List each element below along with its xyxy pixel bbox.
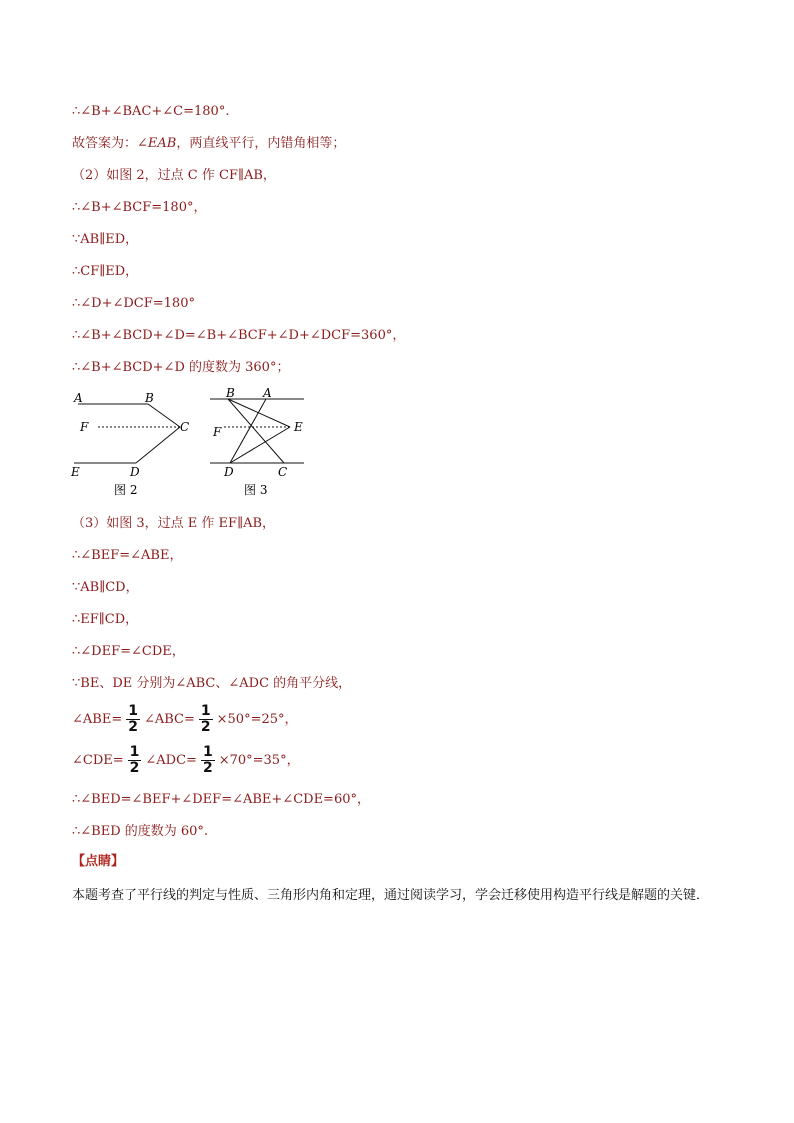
solution-line: ∴EF∥CD，	[72, 612, 139, 627]
fig3-label-c: C	[278, 465, 288, 479]
answer-prefix: 故答案为：	[72, 136, 138, 151]
solution-line: ∴∠BED 的度数为 60°.	[72, 824, 209, 839]
fig2-label-d: D	[130, 465, 140, 479]
fraction	[199, 704, 213, 735]
fraction-numerator: 1	[200, 703, 211, 719]
fig2-caption: 图 2	[114, 483, 138, 497]
fraction-middle: ∠ADC=	[145, 753, 197, 768]
fraction-prefix: ∠CDE=	[72, 753, 124, 768]
solution-line: ∵AB∥ED，	[72, 232, 139, 247]
fraction-numerator: 1	[129, 744, 140, 760]
answer-suffix: ，两直线平行，内错角相等；	[176, 136, 346, 151]
tip-heading-text: 【点睛】	[72, 854, 125, 869]
fig3-label-f: F	[213, 425, 222, 439]
fig2-label-b: B	[145, 391, 154, 405]
solution-line: ∴∠D+∠DCF=180°	[72, 296, 195, 311]
fig3-label-d: D	[224, 465, 234, 479]
fraction	[128, 745, 142, 776]
solution-line: ∴∠BED=∠BEF+∠DEF=∠ABE+∠CDE=60°，	[72, 792, 370, 807]
tip-heading	[72, 853, 124, 871]
solution-line: ∴CF∥ED，	[72, 264, 139, 279]
fraction-prefix: ∠ABE=	[72, 712, 123, 727]
fig2-label-a: A	[74, 391, 83, 405]
fig3-label-b: B	[226, 388, 235, 400]
fig3-caption: 图 3	[244, 483, 268, 497]
fig2-label-f: F	[80, 420, 89, 434]
summary-paragraph: 本题考查了平行线的判定与性质、三角形内角和定理，通过阅读学习，学会迁移使用构造平行线是解题的关键．	[72, 888, 710, 903]
fraction-numerator: 1	[202, 744, 213, 760]
fraction	[126, 704, 140, 735]
fraction-line-cde	[72, 743, 300, 779]
part2-heading: （2）如图 2，过点 C 作 CF∥AB，	[72, 168, 276, 183]
fraction-suffix: ×50°=25°，	[216, 712, 298, 727]
fraction-middle: ∠ABC=	[143, 712, 195, 727]
fig2-label-c: C	[180, 420, 190, 434]
fraction-denominator: 2	[200, 719, 211, 735]
part3-heading: （3）如图 3，过点 E 作 EF∥AB，	[72, 516, 276, 531]
solution-line: ∴∠BEF=∠ABE，	[72, 548, 183, 563]
solution-line: ∴∠DEF=∠CDE，	[72, 644, 185, 659]
solution-line: ∴∠B+∠BCF=180°，	[72, 200, 207, 215]
fraction-denominator: 2	[128, 719, 138, 735]
fraction-numerator: 1	[128, 703, 138, 719]
solution-line: ∴∠B+∠BAC+∠C=180°.	[72, 104, 230, 119]
answer-line	[72, 135, 345, 153]
fraction-line-abe	[72, 702, 298, 738]
figure-3	[204, 388, 314, 498]
figure-2	[68, 388, 198, 498]
answer-angle: ∠EAB	[137, 136, 177, 151]
solution-line: ∴∠B+∠BCD+∠D 的度数为 360°；	[72, 360, 290, 375]
fraction	[201, 745, 215, 776]
fig3-label-a: A	[263, 388, 272, 400]
fraction-denominator: 2	[202, 760, 213, 776]
fraction-denominator: 2	[129, 760, 140, 776]
fraction-suffix: ×70°=35°，	[218, 753, 300, 768]
fig2-label-e: E	[71, 465, 80, 479]
solution-line: ∵AB∥CD，	[72, 580, 139, 595]
solution-line: ∴∠B+∠BCD+∠D=∠B+∠BCF+∠D+∠DCF=360°，	[72, 328, 406, 343]
fig3-label-e: E	[294, 420, 303, 434]
solution-line: ∵BE、DE 分别为∠ABC、∠ADC 的角平分线，	[72, 676, 352, 691]
